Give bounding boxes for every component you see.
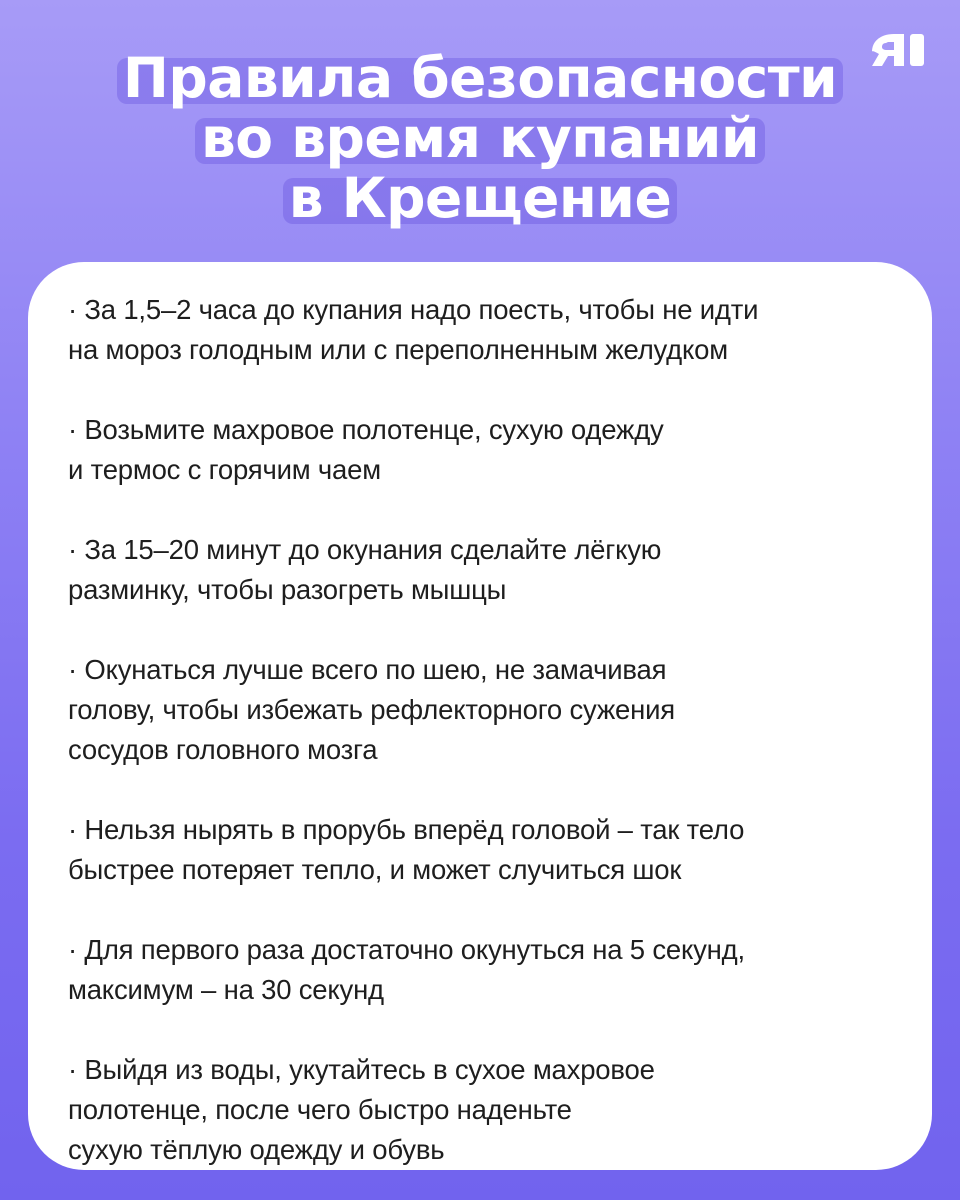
title-line-1: Правила безопасности [117, 48, 843, 108]
title-line-3: в Крещение [283, 168, 678, 228]
rules-card [28, 262, 932, 1170]
rule-item: · Выйдя из воды, укутайтесь в сухое махровое полотенце, после чего быстро наденьте сухую тёплую одежду и обувь [68, 1054, 655, 1165]
rule-item: · За 15–20 минут до окунания сделайте лёгкую разминку, чтобы разогреть мышцы [68, 534, 662, 605]
page-title [0, 48, 960, 228]
rule-item: · Нельзя нырять в прорубь вперёд головой – так тело быстрее потеряет тепло, и может случиться шок [68, 814, 745, 885]
title-line-2: во время купаний [195, 108, 765, 168]
rule-item: · Возьмите махровое полотенце, сухую одежду и термос с горячим чаем [68, 414, 664, 485]
rules-list [68, 290, 918, 1170]
rule-item: · За 1,5–2 часа до купания надо поесть, чтобы не идти на мороз голодным или с переполненным желудком [68, 294, 759, 365]
rule-item: · Для первого раза достаточно окунуться на 5 секунд, максимум – на 30 секунд [68, 934, 745, 1005]
rule-item: · Окунаться лучше всего по шею, не замачивая голову, чтобы избежать рефлекторного сужения сосудов головного мозга [68, 654, 675, 765]
